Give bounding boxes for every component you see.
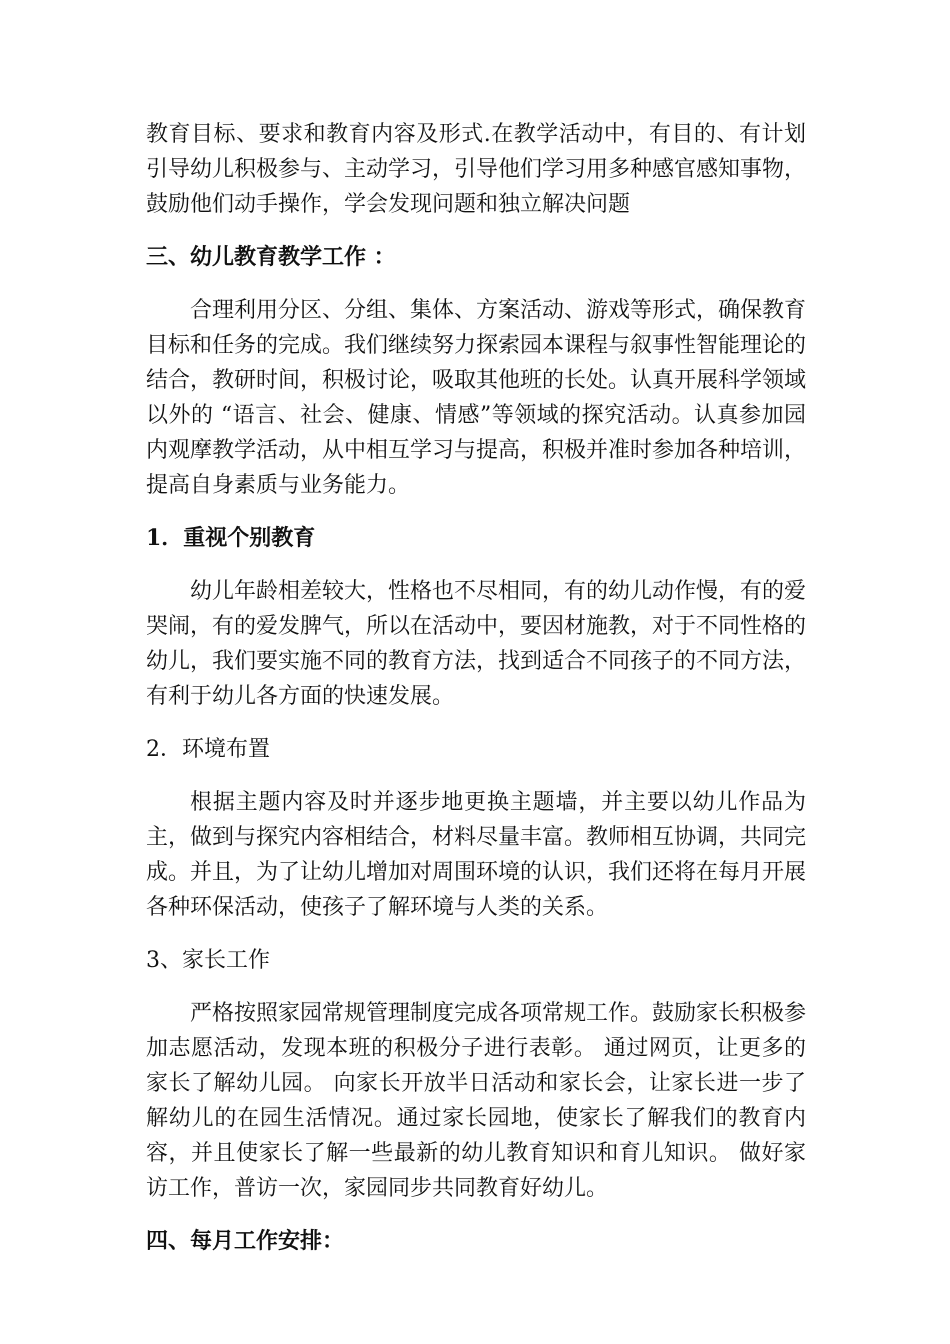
heading-individual-education: 1．重视个别教育 — [146, 525, 316, 551]
paragraph-environment: 根据主题内容及时并逐步地更换主题墙，并主要以幼儿作品为主，做到与探究内容相结合，材料尽量丰富。教师相互协调，共同完成。并且，为了让幼儿增加对周围环境的认识，我们还将在每月开展各种环保活动，使孩子了解环境与人类的关系。 — [146, 790, 807, 920]
heading-section-three: 三、幼儿教育教学工作 ： — [146, 244, 396, 270]
heading-environment: 2．环境布置 — [146, 737, 270, 762]
paragraph-teaching-goals: 教育目标、要求和教育内容及形式.在教学活动中，有目的、有计划引导幼儿积极参与、主动学习，引导他们学习用多种感官感知事物，鼓励他们动手操作，学会发现问题和独立解决问题 — [146, 122, 807, 217]
paragraph-parent-work: 严格按照家园常规管理制度完成各项常规工作。鼓励家长积极参加志愿活动，发现本班的积极分子进行表彰。 通过网页，让更多的家长了解幼儿园。 向家长开放半日活动和家长会，让家长进一步了解幼儿的在园生活情况。通过家长园地，使家长了解我们的教育内容，并且使家长了解一些最新的幼儿教育知识和育儿知识。 做好家访工作，普访一次，家园同步共同教育好幼儿。 — [146, 1001, 807, 1201]
heading-section-four: 四、每月工作安排： — [146, 1228, 345, 1254]
paragraph-teaching-work: 合理利用分区、分组、集体、方案活动、游戏等形式，确保教育目标和任务的完成。我们继续努力探索园本课程与叙事性智能理论的结合，教研时间，积极讨论，吸取其他班的长处。认真开展科学领域以外的 “语言、社会、健康、情感”等领域的探究活动。认真参加园内观摩教学活动，从中相互学习与提高，积极并准时参加各种培训，提高自身素质与业务能力。 — [146, 298, 807, 498]
paragraph-individual-education: 幼儿年龄相差较大，性格也不尽相同，有的幼儿动作慢，有的爱哭闹，有的爱发脾气，所以在活动中，要因材施教，对于不同性格的幼儿，我们要实施不同的教育方法，找到适合不同孩子的不同方法，有利于幼儿各方面的快速发展。 — [146, 579, 807, 709]
heading-parent-work: 3、家长工作 — [146, 948, 270, 973]
document-page — [146, 117, 806, 1259]
